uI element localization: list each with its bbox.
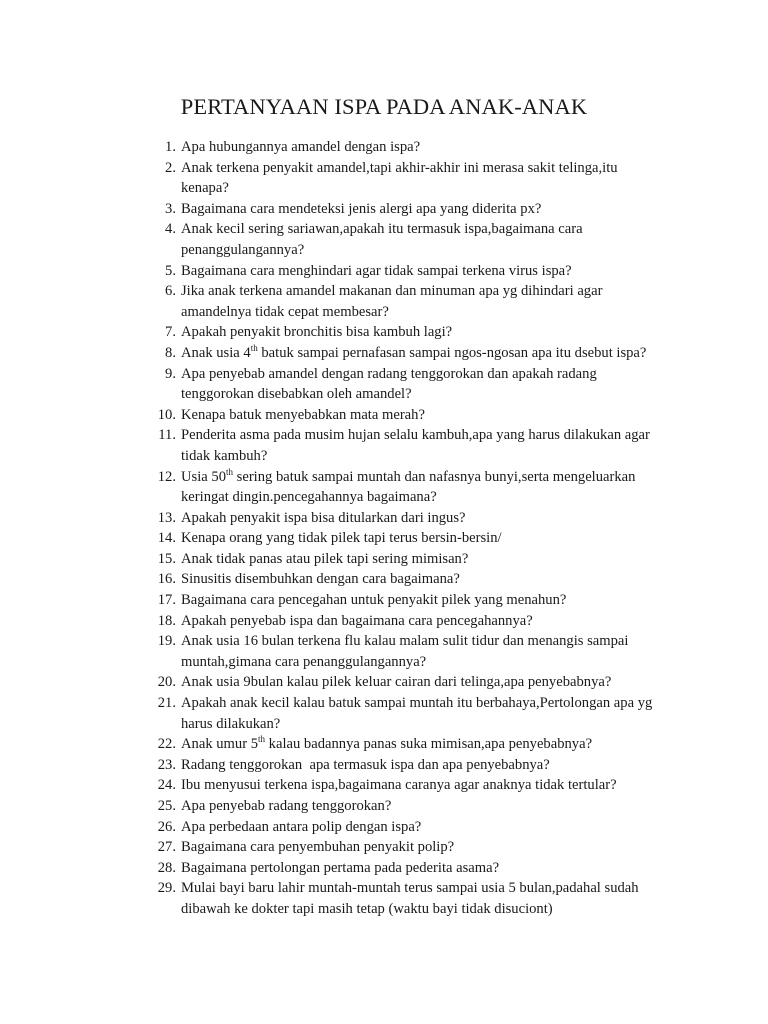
question-text-line [181,261,678,282]
question-text [181,261,678,282]
question-item [0,425,768,466]
text-segment: amandelnya tidak cepat membesar? [181,303,389,320]
question-text [181,837,678,858]
question-text-line [181,487,678,508]
question-text [181,796,678,817]
text-segment: Ibu menyusui terkena ispa,bagaimana caranya agar anaknya tidak tertular? [181,777,617,794]
text-segment: sering batuk sampai muntah dan nafasnya bunyi,serta mengeluarkan [233,468,636,485]
question-text [181,219,678,260]
question-text [181,569,678,590]
question-item [0,817,768,838]
question-text [181,590,678,611]
question-number: 10. [157,406,176,423]
text-segment: kalau badannya panas suka mimisan,apa penyebabnya? [265,736,593,753]
question-number: 15. [157,550,176,567]
question-text-line [181,343,678,364]
question-number: 4. [165,221,176,238]
text-segment: keringat dingin.pencegahannya bagaimana? [181,489,437,506]
question-text [181,878,678,919]
question-text-line [181,755,678,776]
question-text [181,528,678,549]
question-number: 1. [165,139,176,155]
question-item [0,549,768,570]
question-item [0,590,768,611]
question-number: 16. [157,571,176,588]
text-segment: Bagaimana pertolongan pertama pada pederita asama? [181,859,500,876]
question-number: 29. [157,880,176,897]
question-item [0,261,768,282]
text-segment: Apakah penyakit bronchitis bisa kambuh lagi? [181,324,453,341]
question-text [181,631,678,672]
question-text-line [181,178,678,199]
question-number: 20. [157,674,176,691]
question-number: 25. [157,798,176,814]
question-text [181,549,678,570]
text-segment: Anak kecil sering sariawan,apakah itu termasuk ispa,bagaimana cara [181,221,583,238]
question-text-line [181,364,678,385]
question-text-line [181,508,678,529]
question-item [0,467,768,508]
question-text-line [181,199,678,220]
text-segment: Anak usia 4 [181,344,251,361]
text-segment: Bagaimana cara mendeteksi jenis alergi apa yang diderita px? [181,200,542,217]
text-segment: Anak terkena penyakit amandel,tapi akhir-akhir ini merasa sakit telinga,itu [181,159,618,176]
question-text-line [181,549,678,570]
question-text-line [181,590,678,611]
question-text [181,364,678,405]
text-segment: Anak usia 9bulan kalau pilek keluar cairan dari telinga,apa penyebabnya? [181,674,612,691]
text-segment: Apa penyebab radang tenggorokan? [181,798,392,814]
question-text [181,734,678,755]
question-item [0,281,768,322]
question-number: 5. [165,262,176,279]
question-text-line [181,302,678,323]
question-number: 12. [157,468,176,485]
question-number: 6. [165,283,176,300]
question-number: 8. [165,344,176,361]
question-item [0,672,768,693]
question-text [181,343,678,364]
question-text [181,322,678,343]
text-segment: penanggulangannya? [181,241,305,258]
question-text [181,611,678,632]
question-item [0,775,768,796]
question-item [0,508,768,529]
question-text-line [181,817,678,838]
question-text-line [181,631,678,652]
text-segment: Apakah anak kecil kalau batuk sampai muntah itu berbahaya,Pertolongan apa yg [181,695,653,712]
question-text [181,137,678,158]
question-number: 3. [165,200,176,217]
text-segment: Anak usia 16 bulan terkena flu kalau malam sulit tidur dan menangis sampai [181,633,629,650]
question-number: 26. [157,818,176,835]
question-text-line [181,281,678,302]
ordinal-superscript: th [258,734,266,745]
question-text-line [181,425,678,446]
document-title: PERTANYAAN ISPA PADA ANAK-ANAK [180,94,588,119]
text-segment: Anak tidak panas atau pilek tapi sering mimisan? [181,550,469,567]
question-text-line [181,219,678,240]
text-segment: Bagaimana cara menghindari agar tidak sampai terkena virus ispa? [181,262,572,279]
question-number: 21. [157,695,176,712]
question-text [181,199,678,220]
question-item [0,343,768,364]
question-text-line [181,446,678,467]
text-segment: Apa penyebab amandel dengan radang tenggorokan dan apakah radang [181,365,597,382]
question-text-line [181,672,678,693]
ordinal-superscript: th [250,342,258,353]
question-number: 14. [157,530,176,547]
question-text [181,425,678,466]
question-text-line [181,384,678,405]
question-item [0,137,768,158]
text-segment: harus dilakukan? [181,715,281,732]
question-item [0,693,768,734]
question-text [181,693,678,734]
text-segment: Penderita asma pada musim hujan selalu kambuh,apa yang harus dilakukan agar [181,427,650,444]
text-segment: Anak umur 5 [181,736,259,753]
question-number: 9. [165,365,176,382]
text-segment: dibawah ke dokter tapi masih tetap (waktu bayi tidak disuciont) [181,900,553,917]
question-number: 24. [157,777,176,794]
question-text-line [181,878,678,899]
question-text [181,508,678,529]
text-segment: Apakah penyakit ispa bisa ditularkan dari ingus? [181,509,466,526]
question-text-line [181,467,678,488]
text-segment: muntah,gimana cara penanggulangannya? [181,653,427,670]
text-segment: tidak kambuh? [181,447,268,464]
question-text-line [181,405,678,426]
question-text-line [181,775,678,796]
question-text-line [181,137,678,158]
text-segment: tenggorokan disebabkan oleh amandel? [181,386,412,403]
question-item [0,199,768,220]
question-item [0,364,768,405]
question-number: 19. [157,633,176,650]
question-text [181,158,678,199]
question-item [0,631,768,672]
question-item [0,796,768,817]
question-item [0,755,768,776]
question-text [181,281,678,322]
text-segment: kenapa? [181,180,229,197]
question-text-line [181,734,678,755]
question-list [0,137,768,920]
question-number: 17. [157,592,176,609]
question-item [0,528,768,549]
question-text [181,405,678,426]
question-text [181,858,678,879]
question-text-line [181,240,678,261]
question-number: 18. [157,612,176,629]
ordinal-superscript: th [226,466,234,477]
question-text [181,817,678,838]
question-text-line [181,899,678,920]
question-text-line [181,158,678,179]
text-segment: batuk sampai pernafasan sampai ngos-ngosan apa itu dsebut ispa? [257,344,647,361]
text-segment: Jika anak terkena amandel makanan dan minuman apa yg dihindari agar [181,283,603,300]
question-item [0,878,768,919]
question-text [181,467,678,508]
question-text-line [181,796,678,817]
question-text-line [181,837,678,858]
question-item [0,405,768,426]
question-text-line [181,858,678,879]
question-text [181,755,678,776]
question-item [0,734,768,755]
text-segment: Apa perbedaan antara polip dengan ispa? [181,818,422,835]
question-text-line [181,322,678,343]
text-segment: Usia 50 [181,468,226,485]
question-text-line [181,611,678,632]
question-number: 7. [165,324,176,341]
question-number: 23. [157,756,176,773]
question-text-line [181,569,678,590]
question-number: 28. [157,859,176,876]
question-item [0,322,768,343]
question-item [0,858,768,879]
question-number: 27. [157,839,176,856]
text-segment: Kenapa batuk menyebabkan mata merah? [181,406,425,423]
question-item [0,158,768,199]
question-text-line [181,714,678,735]
question-number: 2. [165,159,176,176]
text-segment: Apakah penyebab ispa dan bagaimana cara pencegahannya? [181,612,533,629]
question-item [0,569,768,590]
question-item [0,219,768,260]
question-text [181,672,678,693]
question-number: 22. [157,736,176,753]
question-text [181,775,678,796]
question-number: 13. [157,509,176,526]
question-text-line [181,652,678,673]
text-segment: Bagaimana cara pencegahan untuk penyakit pilek yang menahun? [181,592,567,609]
text-segment: Sinusitis disembuhkan dengan cara bagaimana? [181,571,460,588]
question-text-line [181,693,678,714]
question-text-line [181,528,678,549]
question-item [0,611,768,632]
text-segment: Mulai bayi baru lahir muntah-muntah terus sampai usia 5 bulan,padahal sudah [181,880,639,897]
text-segment: Radang tenggorokan apa termasuk ispa dan apa penyebabnya? [181,756,550,773]
text-segment: Bagaimana cara penyembuhan penyakit polip? [181,839,455,856]
question-item [0,837,768,858]
text-segment: Apa hubungannya amandel dengan ispa? [181,139,421,155]
text-segment: Kenapa orang yang tidak pilek tapi terus bersin-bersin/ [181,530,502,547]
question-number: 11. [158,427,176,444]
